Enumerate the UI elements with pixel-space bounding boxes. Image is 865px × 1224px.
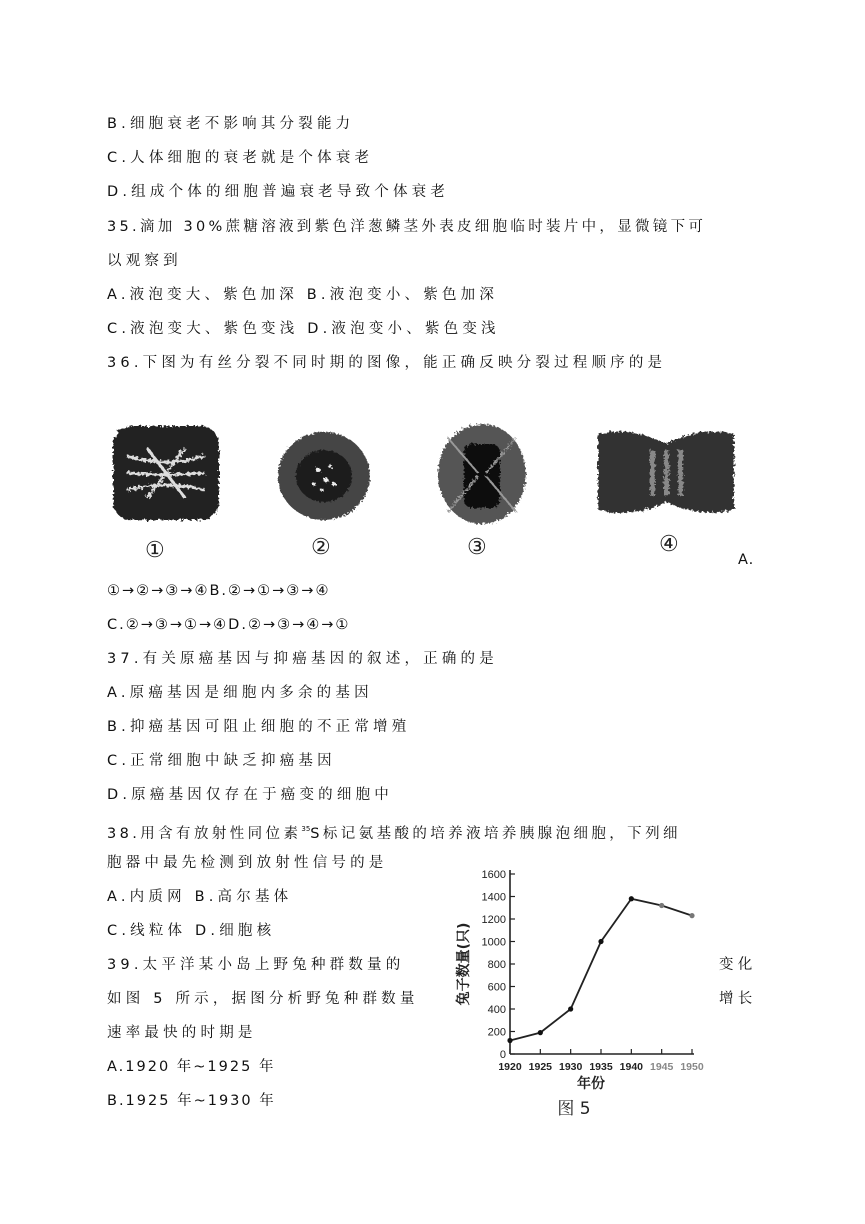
q36-option-a-label: A. bbox=[738, 552, 755, 568]
q38-stem-pre: 38.用含有放射性同位素 bbox=[107, 826, 302, 842]
q39-option-b: B.1925 年~1930 年 bbox=[107, 1093, 276, 1109]
y-tick-label: 600 bbox=[487, 981, 506, 994]
x-axis-title: 年份 bbox=[577, 1076, 605, 1092]
cell-image-1 bbox=[107, 418, 225, 528]
q38-options-cd: C.线粒体 D.细胞核 bbox=[107, 923, 276, 939]
x-tick-label: 1935 bbox=[589, 1061, 613, 1073]
y-tick-label: 1400 bbox=[481, 891, 506, 904]
q34-option-c: C.人体细胞的衰老就是个体衰老 bbox=[107, 150, 374, 166]
data-point bbox=[689, 913, 694, 918]
y-tick-label: 200 bbox=[487, 1026, 506, 1039]
q37-stem: 37.有关原癌基因与抑癌基因的叙述，正确的是 bbox=[107, 651, 498, 667]
y-tick-label: 400 bbox=[487, 1004, 506, 1016]
figure-label-2: ② bbox=[311, 535, 331, 560]
q37-option-c: C.正常细胞中缺乏抑癌基因 bbox=[107, 753, 336, 769]
q38-stem bbox=[107, 819, 681, 844]
y-tick-label: 1000 bbox=[481, 936, 506, 949]
q36-options-ab: ①→②→③→④B.②→①→③→④ bbox=[107, 583, 331, 599]
q37-option-b: B.抑癌基因可阻止细胞的不正常增殖 bbox=[107, 719, 411, 735]
q34-option-b: B.细胞衰老不影响其分裂能力 bbox=[107, 116, 355, 132]
cell-image-2 bbox=[274, 428, 374, 524]
y-axis-title: 兔子数量(只) bbox=[456, 922, 472, 1006]
x-tick-label: 1950 bbox=[680, 1061, 704, 1073]
chart-title: 图 5 bbox=[557, 1099, 591, 1119]
q37-option-a: A.原癌基因是细胞内多余的基因 bbox=[107, 685, 373, 701]
q38-stem-post: S标记氨基酸的培养液培养胰腺泡细胞，下列细 bbox=[310, 826, 681, 842]
q39-option-a: A.1920 年~1925 年 bbox=[107, 1059, 276, 1075]
q38-options-ab: A.内质网 B.高尔基体 bbox=[107, 889, 293, 905]
figure-label-1: ① bbox=[145, 538, 165, 563]
cell-image-4 bbox=[592, 422, 740, 522]
x-tick-label: 1925 bbox=[528, 1061, 553, 1073]
q37-option-d: D.原癌基因仅存在于癌变的细胞中 bbox=[107, 787, 393, 803]
figure-label-4: ④ bbox=[659, 532, 679, 557]
q39-stem-left: 39.太平洋某小岛上野兔种群数量的 bbox=[107, 957, 405, 973]
x-tick-label: 1930 bbox=[558, 1061, 583, 1073]
y-tick-label: 1600 bbox=[481, 869, 506, 881]
q38-stem-cont: 胞器中最先检测到放射性信号的是 bbox=[107, 855, 388, 871]
y-tick-label: 800 bbox=[487, 959, 506, 971]
isotope-superscript: 35 bbox=[301, 825, 311, 833]
population-line-chart bbox=[446, 860, 716, 1122]
figure-label-3: ③ bbox=[467, 535, 487, 560]
x-tick-label: 1940 bbox=[619, 1061, 644, 1073]
cell-image-3 bbox=[434, 418, 530, 528]
q39-stem3: 速率最快的时期是 bbox=[107, 1025, 257, 1041]
q36-stem: 36.下图为有丝分裂不同时期的图像，能正确反映分裂过程顺序的是 bbox=[107, 355, 667, 371]
q39-stem2-right: 增长 bbox=[719, 991, 757, 1007]
data-point bbox=[507, 1038, 512, 1043]
q36-options-cd: C.②→③→①→④D.②→③→④→① bbox=[107, 617, 351, 633]
q39-stem-right: 变化 bbox=[719, 957, 757, 973]
q35-stem: 35.滴加 30%蔗糖溶液到紫色洋葱鳞茎外表皮细胞临时装片中，显微镜下可 bbox=[107, 219, 707, 235]
q39-stem2-left: 如图 5 所示，据图分析野兔种群数量 bbox=[107, 991, 419, 1007]
data-point bbox=[538, 1030, 543, 1035]
q35-options-ab: A.液泡变大、紫色加深 B.液泡变小、紫色加深 bbox=[107, 287, 499, 303]
q35-stem-cont: 以观察到 bbox=[107, 253, 182, 269]
q34-option-d: D.组成个体的细胞普遍衰老导致个体衰老 bbox=[107, 184, 450, 200]
data-point bbox=[598, 939, 603, 944]
y-tick-label: 0 bbox=[499, 1049, 506, 1061]
y-tick-label: 1200 bbox=[481, 914, 506, 926]
x-tick-label: 1920 bbox=[498, 1061, 522, 1073]
q35-options-cd: C.液泡变大、紫色变浅 D.液泡变小、紫色变浅 bbox=[107, 321, 500, 337]
data-point bbox=[659, 903, 664, 908]
data-point bbox=[568, 1006, 573, 1011]
x-tick-label: 1945 bbox=[649, 1061, 674, 1073]
series-line bbox=[510, 899, 692, 1041]
data-point bbox=[629, 896, 634, 901]
